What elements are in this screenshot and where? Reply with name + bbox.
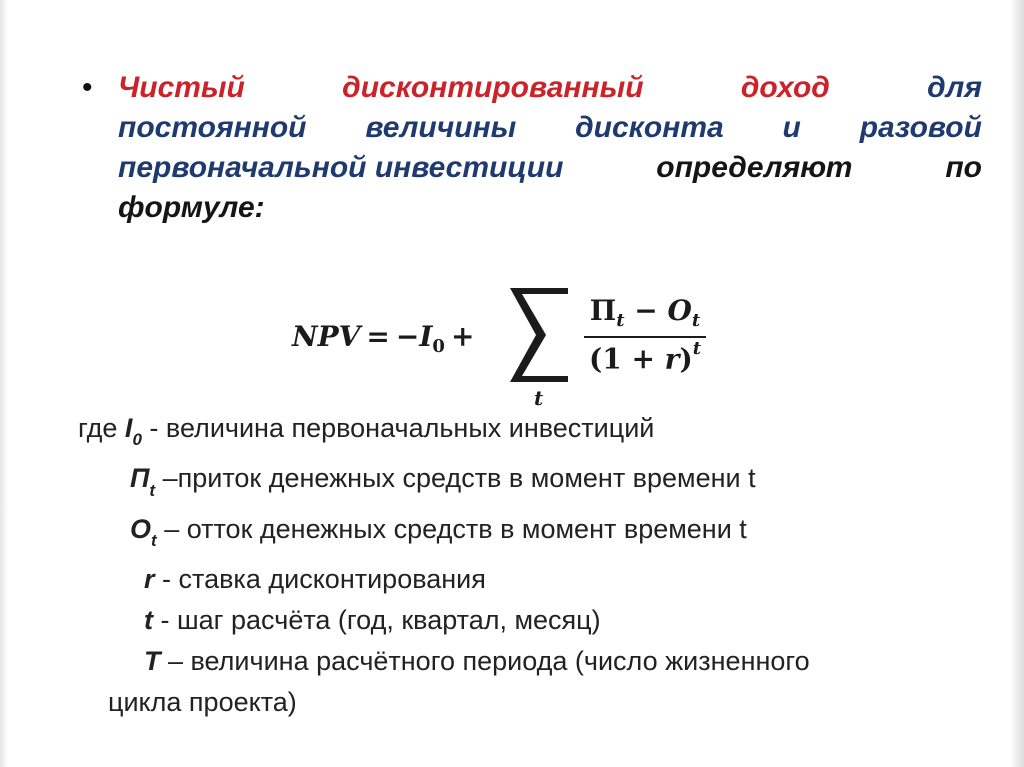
fraction-bar [584, 336, 706, 338]
denominator-close: ) [679, 342, 693, 376]
legend-row-period [144, 641, 978, 682]
inflow-symbol: Π [589, 294, 617, 327]
fraction-numerator [584, 294, 706, 331]
legend-text: - шаг расчёта (год, квартал, месяц) [153, 605, 601, 636]
intro-word: разовой [859, 111, 982, 144]
legend-symbol-subscript: t [151, 531, 157, 551]
legend-symbol: t [144, 605, 153, 636]
inflow-subscript: t [616, 310, 625, 331]
intro-word: формуле: [118, 191, 265, 224]
legend-text: – величина расчётного периода (число жизненного [160, 646, 810, 677]
intro-word: величины [365, 111, 517, 144]
legend-symbol [130, 463, 156, 500]
intro-paragraph [82, 68, 982, 228]
intro-line-2 [118, 108, 982, 148]
intro-line-3 [118, 148, 982, 188]
intro-word: и [782, 111, 801, 144]
summation-glyph [510, 288, 568, 382]
intro-line-1 [118, 68, 982, 108]
legend-symbol: r [144, 564, 155, 595]
legend-text: цикла проекта) [108, 687, 297, 718]
minus-sign: − [395, 320, 420, 353]
npv-formula [292, 284, 712, 410]
intro-word: постоянной [118, 111, 307, 144]
intro-word: дисконта [575, 111, 724, 144]
legend-symbol [130, 513, 157, 551]
slide-left-edge [0, 0, 8, 767]
legend-text: –приток денежных средств в момент времени t [155, 463, 756, 494]
legend-symbol-letter: I [124, 413, 133, 443]
formula-lhs [292, 320, 480, 357]
denominator-exponent: t [692, 338, 702, 359]
legend-prefix: где [78, 413, 125, 443]
intro-word: определяют [656, 151, 853, 184]
legend-symbol-letter: O [130, 513, 152, 544]
outflow-symbol: O [667, 294, 692, 327]
intro-line-4 [118, 188, 982, 228]
bullet-icon: • [82, 71, 93, 104]
intro-word: доход [740, 71, 830, 104]
equals-sign: = [366, 320, 390, 353]
slide-right-edge [1010, 0, 1024, 767]
plus-sign: + [450, 320, 475, 353]
legend-row-period-continued [108, 682, 978, 723]
legend-symbol [124, 413, 142, 450]
legend-symbol-subscript: 0 [132, 430, 142, 450]
intro-word: по [945, 151, 982, 184]
rate-symbol: r [664, 342, 680, 376]
legend-text: - величина первоначальных инвестиций [141, 413, 655, 443]
intro-word: Чистый [118, 71, 245, 104]
legend-row-inflow [130, 458, 978, 508]
legend-symbol: T [144, 646, 161, 677]
legend-row-investment [78, 408, 978, 458]
fraction-denominator [584, 338, 706, 376]
denominator-open: (1 + [588, 342, 665, 376]
legend-symbol-subscript: t [149, 480, 156, 500]
outflow-subscript: t [691, 310, 701, 331]
legend-row-rate [144, 559, 978, 600]
intro-word: дисконтированный [342, 71, 644, 104]
summation-index: t [534, 386, 544, 410]
intro-word: для [927, 71, 982, 104]
investment-symbol: I [419, 320, 433, 353]
intro-highlight: первоначальной инвестиции [118, 151, 564, 184]
investment-subscript: 0 [432, 336, 445, 357]
legend-text: - ставка дисконтирования [154, 564, 486, 595]
numerator-minus: − [634, 294, 658, 327]
legend-text: – отток денежных средств в момент времени t [156, 513, 747, 544]
npv-symbol: NPV [292, 320, 361, 353]
summation-icon [506, 284, 572, 386]
legend-row-outflow [130, 509, 978, 559]
legend-symbol-letter: П [130, 463, 150, 494]
formula-legend [78, 408, 978, 723]
legend-row-step [144, 600, 978, 641]
